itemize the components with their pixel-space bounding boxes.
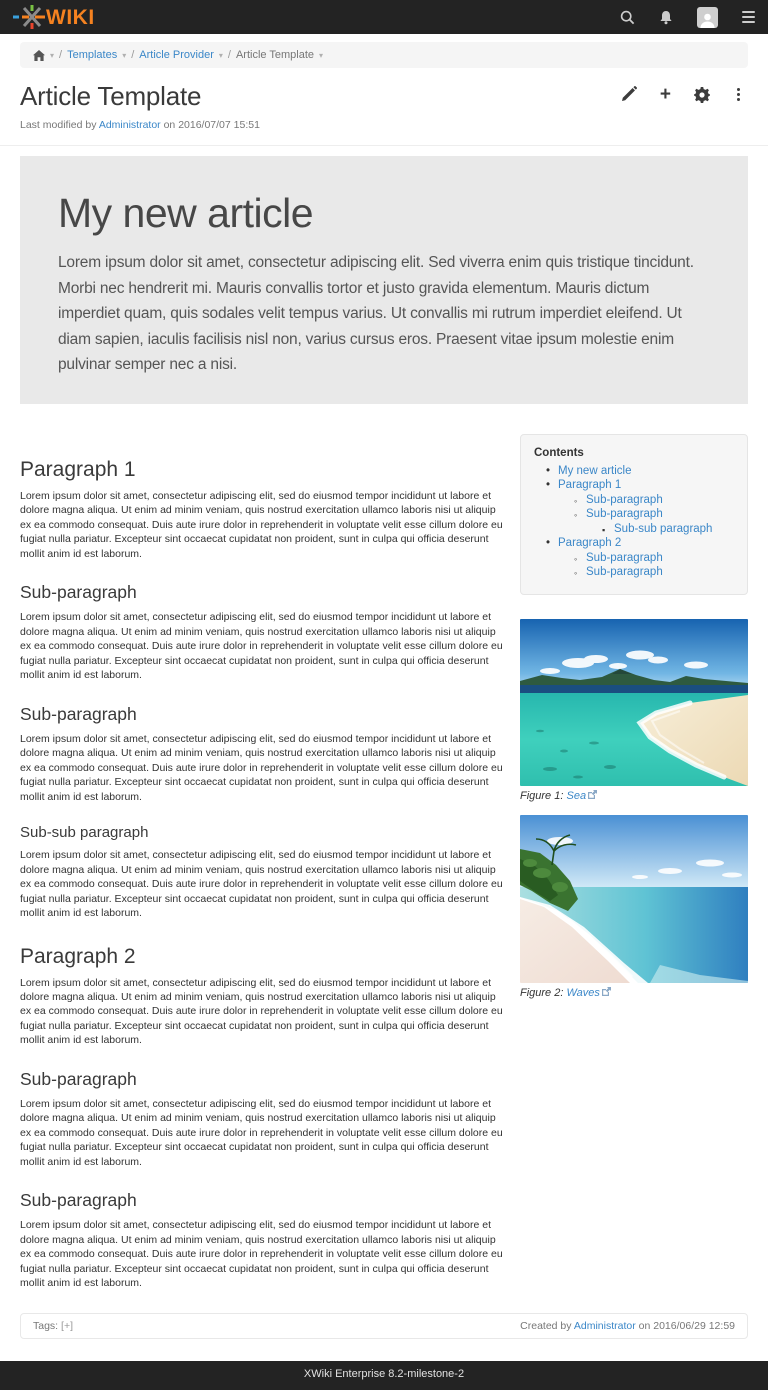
article-section xyxy=(20,582,507,682)
section-heading: Sub-paragraph xyxy=(20,582,137,603)
modified-date: on 2016/07/07 15:51 xyxy=(163,119,260,131)
section-paragraph: Lorem ipsum dolor sit amet, consectetur adipiscing elit, sed do eiusmod tempor incididunt ut labore et dolore magna aliqua. Ut enim ad minim veniam, quis nostrud exercitation ullamco laboris nisi ut aliquip ex ea commodo consequat. Duis aute irure dolor in reprehenderit in voluptate velit esse cillum dolore eu fugiat nulla pariatur. Excepteur sint occaecat cupidatat non proident, sunt in culpa qui officia deserunt mollit anim id est laborum. xyxy=(20,849,503,920)
section-heading: Sub-paragraph xyxy=(20,1190,137,1211)
toc-item xyxy=(534,493,734,508)
created-line xyxy=(520,1320,735,1332)
toc-link[interactable]: Paragraph 1 xyxy=(558,479,622,492)
add-tag-button[interactable]: [+] xyxy=(61,1319,73,1332)
article-hero-panel xyxy=(20,156,748,404)
toc-item xyxy=(534,551,734,566)
article-section xyxy=(20,458,507,561)
figure-link-waves[interactable]: Waves xyxy=(566,986,600,999)
edit-pencil-icon[interactable] xyxy=(620,86,637,103)
chevron-down-icon[interactable]: ▾ xyxy=(319,50,324,60)
toc-link[interactable]: Sub-paragraph xyxy=(586,493,663,506)
create-plus-icon[interactable]: + xyxy=(659,83,671,105)
toc-item xyxy=(534,464,734,479)
created-author-link[interactable]: Administrator xyxy=(573,1319,636,1332)
created-date: on 2016/06/29 12:59 xyxy=(638,1319,735,1332)
xwiki-logo[interactable] xyxy=(13,5,105,29)
person-icon xyxy=(699,11,716,28)
modified-prefix: Last modified by xyxy=(20,119,97,131)
breadcrumb-item-article-provider[interactable]: Article Provider xyxy=(139,49,214,61)
article-section xyxy=(20,1069,507,1169)
article-body-column xyxy=(20,434,507,1291)
section-paragraph: Lorem ipsum dolor sit amet, consectetur adipiscing elit, sed do eiusmod tempor incididunt ut labore et dolore magna aliqua. Ut enim ad minim veniam, quis nostrud exercitation ullamco laboris nisi ut aliquip ex ea commodo consequat. Duis aute irure dolor in reprehenderit in voluptate velit esse cillum dolore eu fugiat nulla pariatur. Excepteur sint occaecat cupidatat non proident, sunt in culpa qui officia deserunt mollit anim id est laborum. xyxy=(20,732,503,803)
breadcrumb-item-templates[interactable]: Templates xyxy=(67,49,118,61)
user-avatar[interactable] xyxy=(697,7,718,28)
figure-caption xyxy=(520,790,748,802)
section-heading: Sub-sub paragraph xyxy=(20,824,149,842)
article-section xyxy=(20,824,507,920)
logo-wiki-text: WIKI xyxy=(46,6,95,29)
section-paragraph: Lorem ipsum dolor sit amet, consectetur adipiscing elit, sed do eiusmod tempor incididunt ut labore et dolore magna aliqua. Ut enim ad minim veniam, quis nostrud exercitation ullamco laboris nisi ut aliquip ex ea commodo consequat. Duis aute irure dolor in reprehenderit in voluptate velit esse cillum dolore eu fugiat nulla pariatur. Excepteur sint occaecat cupidatat non proident, sunt in culpa qui officia deserunt mollit anim id est laborum. xyxy=(20,1219,503,1290)
more-actions-kebab-icon[interactable] xyxy=(733,88,744,101)
notifications-bell-icon[interactable] xyxy=(659,10,673,25)
section-paragraph: Lorem ipsum dolor sit amet, consectetur adipiscing elit, sed do eiusmod tempor incididunt ut labore et dolore magna aliqua. Ut enim ad minim veniam, quis nostrud exercitation ullamco laboris nisi ut aliquip ex ea commodo consequat. Duis aute irure dolor in reprehenderit in voluptate velit esse cillum dolore eu fugiat nulla pariatur. Excepteur sint occaecat cupidatat non proident, sunt in culpa qui officia deserunt mollit anim id est laborum. xyxy=(20,489,503,560)
table-of-contents xyxy=(534,464,734,580)
figure-caption xyxy=(520,987,748,999)
toc-link[interactable]: My new article xyxy=(558,464,632,477)
contents-title: Contents xyxy=(534,446,584,459)
top-navigation-bar xyxy=(0,0,768,34)
figure-link-sea[interactable]: Sea xyxy=(566,789,587,802)
created-prefix: Created by xyxy=(520,1319,572,1332)
toc-item xyxy=(534,478,734,493)
article-section xyxy=(20,945,507,1048)
toc-link[interactable]: Paragraph 2 xyxy=(558,537,622,550)
sea-photo xyxy=(520,619,748,786)
toc-link[interactable]: Sub-paragraph xyxy=(586,566,663,579)
figure-caption-prefix: Figure 2: xyxy=(520,986,564,999)
tags-label: Tags: xyxy=(33,1319,59,1332)
waves-photo xyxy=(520,815,748,983)
page-title: Article Template xyxy=(20,81,202,111)
article-title: My new article xyxy=(58,190,314,236)
figure-caption-prefix: Figure 1: xyxy=(520,789,564,802)
page-footer xyxy=(0,1361,768,1390)
last-modified-line xyxy=(20,119,748,131)
external-link-icon xyxy=(602,987,611,999)
section-paragraph: Lorem ipsum dolor sit amet, consectetur adipiscing elit, sed do eiusmod tempor incididunt ut labore et dolore magna aliqua. Ut enim ad minim veniam, quis nostrud exercitation ullamco laboris nisi ut aliquip ex ea commodo consequat. Duis aute irure dolor in reprehenderit in voluptate velit esse cillum dolore eu fugiat nulla pariatur. Excepteur sint occaecat cupidatat non proident, sunt in culpa qui officia deserunt mollit anim id est laborum. xyxy=(20,611,503,682)
tags-area xyxy=(33,1320,73,1332)
toc-item xyxy=(534,522,734,537)
toc-link[interactable]: Sub-paragraph xyxy=(586,508,663,521)
section-paragraph: Lorem ipsum dolor sit amet, consectetur adipiscing elit, sed do eiusmod tempor incididunt ut labore et dolore magna aliqua. Ut enim ad minim veniam, quis nostrud exercitation ullamco laboris nisi ut aliquip ex ea commodo consequat. Duis aute irure dolor in reprehenderit in voluptate velit esse cillum dolore eu fugiat nulla pariatur. Excepteur sint occaecat cupidatat non proident, sunt in culpa qui officia deserunt mollit anim id est laborum. xyxy=(20,976,503,1047)
toc-item xyxy=(534,536,734,551)
toc-item xyxy=(534,507,734,522)
breadcrumb-item-current: Article Template xyxy=(235,49,315,61)
article-section xyxy=(20,1190,507,1290)
toc-link[interactable]: Sub-sub paragraph xyxy=(614,522,713,535)
toc-item xyxy=(534,565,734,580)
home-icon[interactable] xyxy=(33,50,45,61)
search-icon[interactable] xyxy=(620,10,635,25)
chevron-down-icon[interactable]: ▾ xyxy=(218,50,223,60)
toc-link[interactable]: Sub-paragraph xyxy=(586,551,663,564)
external-link-icon xyxy=(588,790,597,802)
section-paragraph: Lorem ipsum dolor sit amet, consectetur adipiscing elit, sed do eiusmod tempor incididunt ut labore et dolore magna aliqua. Ut enim ad minim veniam, quis nostrud exercitation ullamco laboris nisi ut aliquip ex ea commodo consequat. Duis aute irure dolor in reprehenderit in voluptate velit esse cillum dolore eu fugiat nulla pariatur. Excepteur sint occaecat cupidatat non proident, sunt in culpa qui officia deserunt mollit anim id est laborum. xyxy=(20,1097,503,1168)
xwiki-logo-icon xyxy=(13,5,105,29)
drawer-menu-icon[interactable] xyxy=(742,11,755,23)
modified-author-link[interactable]: Administrator xyxy=(98,119,161,131)
breadcrumb-separator: / xyxy=(227,49,231,61)
section-heading: Sub-paragraph xyxy=(20,703,137,724)
figure-sea xyxy=(520,619,748,802)
sidebar-column xyxy=(520,434,748,999)
figure-waves xyxy=(520,815,748,999)
breadcrumb-separator: / xyxy=(131,49,135,61)
breadcrumb-separator: / xyxy=(59,49,63,61)
article-lead-paragraph: Lorem ipsum dolor sit amet, consectetur adipiscing elit. Sed viverra enim quis tristique tincidunt. Morbi nec hendrerit mi. Mauris convallis tortor et justo gravida elementum. Mauris dictum imperdiet quam, quis sodales velit tempus varius. Ut convallis mi rutrum imperdiet eleifend. Ut diam sapien, iaculis facilisis nisl non, varius cursus eros. Praesent vitae ipsum molestie enim pulvinar semper nec a nisi. xyxy=(58,254,694,374)
main-content xyxy=(0,434,768,1291)
breadcrumb xyxy=(20,42,748,68)
section-heading: Paragraph 2 xyxy=(20,944,136,968)
contents-panel xyxy=(520,434,748,595)
settings-gear-icon[interactable] xyxy=(694,87,710,103)
section-heading: Sub-paragraph xyxy=(20,1068,137,1089)
document-info-bar xyxy=(20,1313,748,1339)
chevron-down-icon[interactable]: ▾ xyxy=(50,50,55,60)
footer-version-text: XWiki Enterprise 8.2-milestone-2 xyxy=(303,1367,465,1380)
page-header xyxy=(0,68,768,146)
section-heading: Paragraph 1 xyxy=(20,457,136,481)
article-section xyxy=(20,704,507,804)
chevron-down-icon[interactable]: ▾ xyxy=(122,50,127,60)
